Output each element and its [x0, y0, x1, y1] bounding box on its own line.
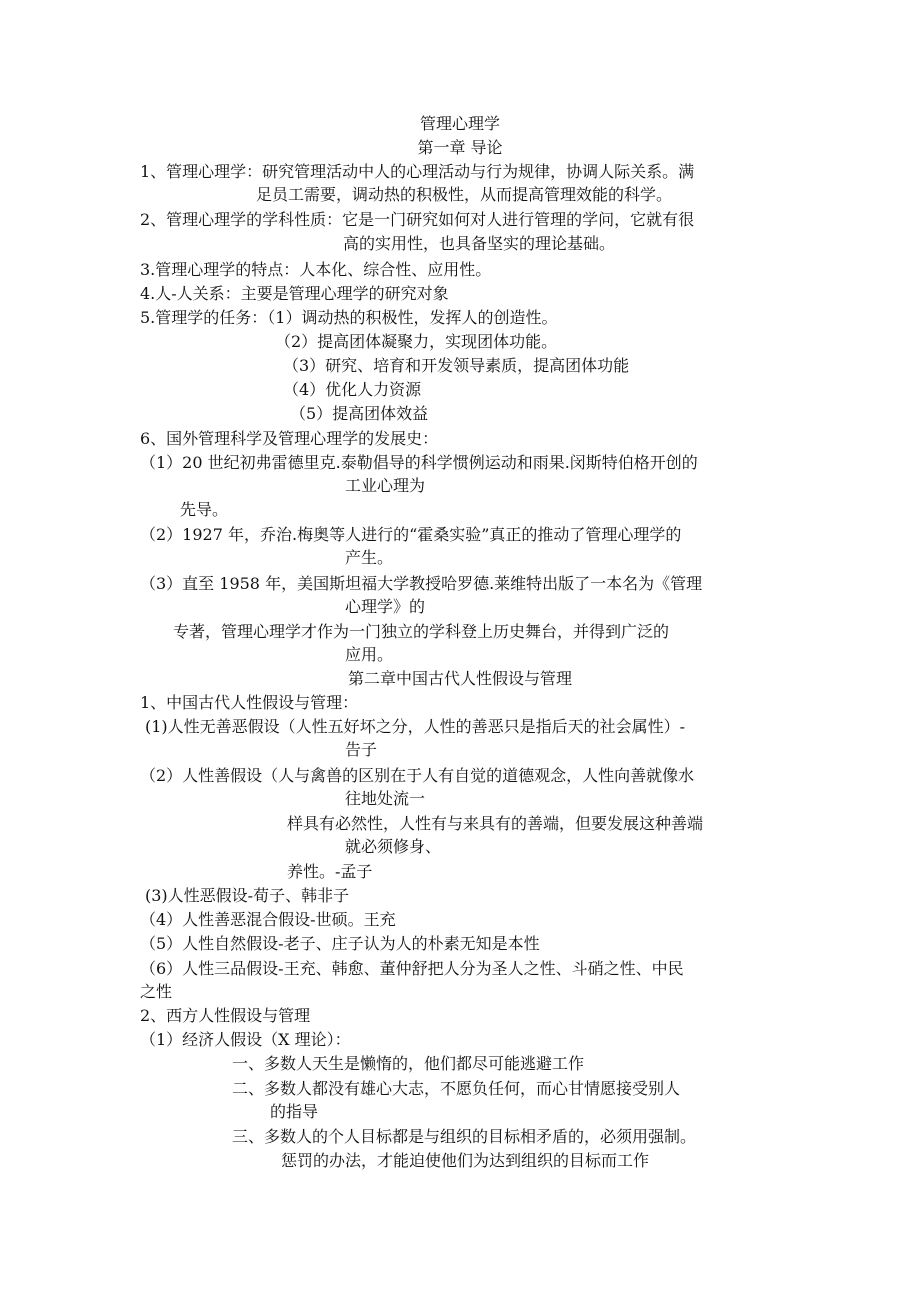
assumption-2-line-1: （2）人性善假设（人与禽兽的区别在于人有自觉的道德观念，人性向善就像水 [140, 766, 695, 785]
history-1-line-1: （1）20 世纪初弗雷德里克.泰勒倡导的科学惯例运动和雨果.闵斯特伯格开创的 [140, 453, 698, 472]
assumption-2-line-3: 样具有必然性，人性有与来具有的善端，但要发展这种善端 [287, 814, 704, 833]
theory-x-heading: （1）经济人假设（X 理论）： [140, 1030, 351, 1049]
assumption-2-line-4: 就必须修身、 [345, 837, 442, 856]
history-3-line-2: 心理学》的 [345, 597, 426, 616]
task-5: （5）提高团体效益 [290, 404, 429, 423]
chapter2-heading: 第二章中国古代人性假设与管理 [347, 669, 572, 688]
assumption-6-line-1: （6）人性三品假设-王充、韩愈、董仲舒把人分为圣人之性、斗硝之性、中民 [140, 959, 684, 978]
history-3-line-4: 应用。 [345, 645, 394, 664]
history-2-line-1: （2）1927 年，乔治.梅奥等人进行的“霍桑实验”真正的推动了管理心理学的 [140, 525, 682, 544]
assumption-1-line-2: 告子 [345, 740, 378, 759]
paragraph-1-line-2: 足员工需要，调动热的积极性，从而提高管理效能的科学。 [256, 185, 673, 204]
paragraph-6: 6、国外管理科学及管理心理学的发展史： [140, 429, 439, 448]
history-3-line-3: 专著，管理心理学才作为一门独立的学科登上历史舞台，并得到广泛的 [173, 622, 670, 641]
section-1-heading: 1、中国古代人性假设与管理： [140, 693, 359, 712]
assumption-3: (3)人性恶假设-荀子、韩非子 [145, 886, 350, 905]
paragraph-4: 4.人-人关系：主要是管理心理学的研究对象 [140, 284, 449, 303]
theory-x-point-3-line-2: 惩罚的办法，才能迫使他们为达到组织的目标而工作 [281, 1151, 650, 1170]
assumption-4: （4）人性善恶混合假设-世硕。王充 [140, 910, 396, 929]
theory-x-point-1: 一、多数人天生是懒惰的，他们都尽可能逃避工作 [232, 1054, 585, 1073]
paragraph-3: 3.管理心理学的特点：人本化、综合性、应用性。 [140, 260, 492, 279]
section-2-heading: 2、西方人性假设与管理 [140, 1006, 311, 1025]
paragraph-5: 5.管理学的任务：（1）调动热的积极性，发挥人的创造性。 [140, 308, 558, 327]
paragraph-2-line-2: 高的实用性，也具备坚实的理论基础。 [343, 234, 616, 253]
history-1-line-2: 工业心理为 [345, 476, 426, 495]
theory-x-point-2-line-1: 二、多数人都没有雄心大志，不愿负任何，而心甘情愿接受别人 [232, 1079, 681, 1098]
assumption-2-line-2: 往地处流一 [345, 789, 426, 808]
task-3: （3）研究、培育和开发领导素质，提高团体功能 [283, 356, 630, 375]
assumption-6-line-2: 之性 [140, 982, 173, 1001]
assumption-5: （5）人性自然假设-老子、庄子认为人的朴素无知是本性 [140, 934, 540, 953]
theory-x-point-3-line-1: 三、多数人的个人目标都是与组织的目标相矛盾的，必须用强制。 [232, 1127, 697, 1146]
chapter1-heading: 第一章 导论 [417, 138, 503, 157]
history-3-line-1: （3）直至 1958 年，美国斯坦福大学教授哈罗德.莱维特出版了一本名为《管理 [140, 574, 703, 593]
assumption-1-line-1: (1)人性无善恶假设（人性五好坏之分，人性的善恶只是指后天的社会属性）- [145, 717, 686, 736]
task-2: （2）提高团体凝聚力，实现团体功能。 [275, 332, 558, 351]
paragraph-2-line-1: 2、管理心理学的学科性质：它是一门研究如何对人进行管理的学问，它就有很 [140, 210, 695, 229]
history-1-line-3: 先导。 [180, 500, 229, 519]
theory-x-point-2-line-2: 的指导 [270, 1102, 319, 1121]
task-4: （4）优化人力资源 [283, 380, 422, 399]
assumption-2-line-5: 养性。-孟子 [287, 862, 373, 881]
paragraph-1-line-1: 1、管理心理学：研究管理活动中人的心理活动与行为规律，协调人际关系。满 [140, 162, 695, 181]
history-2-line-2: 产生。 [345, 548, 394, 567]
document-title: 管理心理学 [419, 114, 500, 133]
